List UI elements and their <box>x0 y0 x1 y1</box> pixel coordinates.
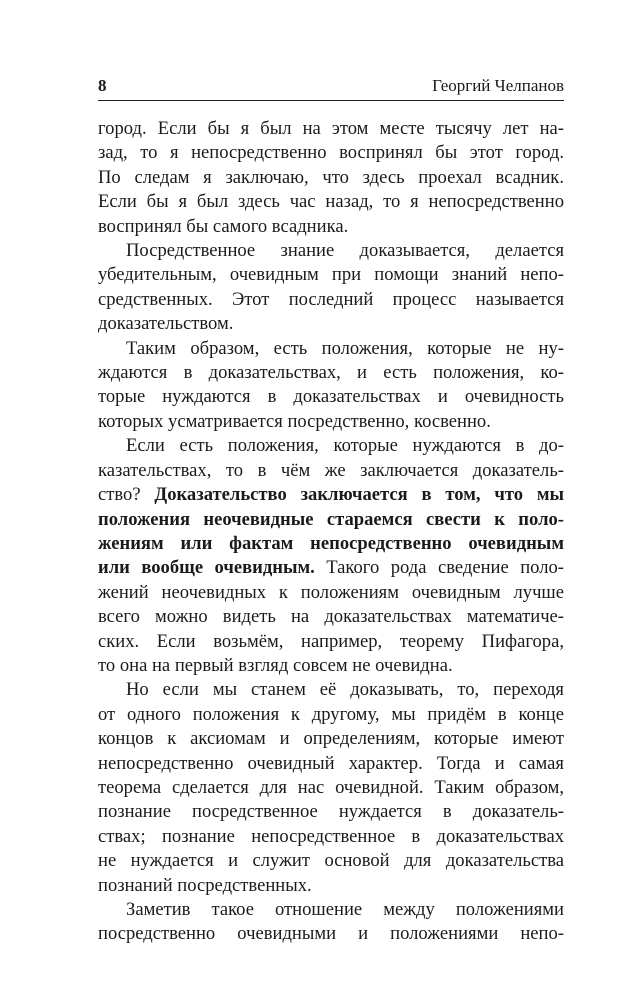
text-line: познание посредственное нуждается в доказатель- <box>98 801 564 823</box>
text-line: Но если мы станем её доказывать, то, переходя <box>126 679 564 701</box>
text-line: познаний посредственных. <box>98 874 312 896</box>
text-line: ждаются в доказательствах, и есть положения, ко- <box>98 362 564 384</box>
text-line: доказательством. <box>98 313 234 335</box>
text-line <box>98 434 564 458</box>
paragraph <box>98 239 564 337</box>
text-line <box>98 630 564 654</box>
text-run: Такого рода сведение поло- <box>314 557 564 579</box>
text-run: ских. Если возьмём, например, теорему Пифагора, <box>98 630 564 652</box>
text-line: не нуждается и служит основой для доказательства <box>98 850 564 872</box>
paragraph <box>98 898 564 947</box>
text-line <box>98 459 564 483</box>
text-line: средственных. Этот последний процесс называется <box>98 288 564 310</box>
text-run: Если есть положения, которые нуждаются в до- <box>126 435 564 457</box>
text-line: город. Если бы я был на этом месте тысячу лет на- <box>98 118 564 139</box>
text-run: то она на первый взгляд совсем не очевидна. <box>98 654 453 676</box>
text-line <box>98 581 564 605</box>
bold-text-run: положения неочевидные стараемся свести к поло- <box>98 508 564 530</box>
body-text <box>98 117 564 947</box>
running-head-author: Георгий Челпанов <box>432 76 564 95</box>
text-line: ствах; познание непосредственное в доказательствах <box>98 825 564 847</box>
book-page <box>98 70 564 947</box>
text-line <box>98 532 564 556</box>
page-number: 8 <box>98 76 107 95</box>
bold-text-run: Доказательство заключается в том, что мы <box>154 484 564 506</box>
text-run: казательствах, то в чём же заключается доказатель- <box>98 459 564 481</box>
bold-text-run: или вообще очевидным. <box>98 557 315 579</box>
paragraph <box>98 337 564 435</box>
text-line: непосредственно очевидный характер. Тогда и самая <box>98 752 564 774</box>
text-run: жений неочевидных к положениям очевидным лучше <box>98 581 564 603</box>
text-line <box>98 654 564 678</box>
text-line: Таким образом, есть положения, которые не ну- <box>126 337 564 359</box>
text-line: теорема сделается для нас очевидной. Таким образом, <box>98 776 564 798</box>
text-line: По следам я заключаю, что здесь проехал всадник. <box>98 166 564 188</box>
text-line: убедительным, очевидным при помощи знаний непо- <box>98 264 564 286</box>
text-line: воспринял бы самого всадника. <box>98 215 349 237</box>
running-header <box>98 70 564 101</box>
paragraph <box>98 678 564 898</box>
text-line <box>98 508 564 532</box>
text-line: зад, то я непосредственно воспринял бы этот город. <box>98 142 564 164</box>
text-line: Заметив такое отношение между положениями <box>126 899 564 920</box>
text-line: Посредственное знание доказывается, делается <box>126 240 564 262</box>
bold-text-run: жениям или фактам непосредственно очевидным <box>98 532 564 554</box>
text-line <box>98 483 564 507</box>
text-run: ство? <box>98 484 155 506</box>
text-line: торые нуждаются в доказательствах и очевидность <box>98 386 564 408</box>
text-line: посредственно очевидными и положениями непо- <box>98 923 564 945</box>
paragraph <box>98 434 564 678</box>
text-line <box>98 605 564 629</box>
text-run: всего можно видеть на доказательствах математиче- <box>98 606 564 628</box>
paragraph <box>98 117 564 239</box>
text-line <box>98 556 564 580</box>
text-line: концов к аксиомам и определениям, которые имеют <box>98 728 564 750</box>
text-line: от одного положения к другому, мы придём в конце <box>98 703 564 725</box>
text-line: Если бы я был здесь час назад, то я непосредственно <box>98 191 564 213</box>
text-line: которых усматривается посредственно, косвенно. <box>98 410 491 432</box>
